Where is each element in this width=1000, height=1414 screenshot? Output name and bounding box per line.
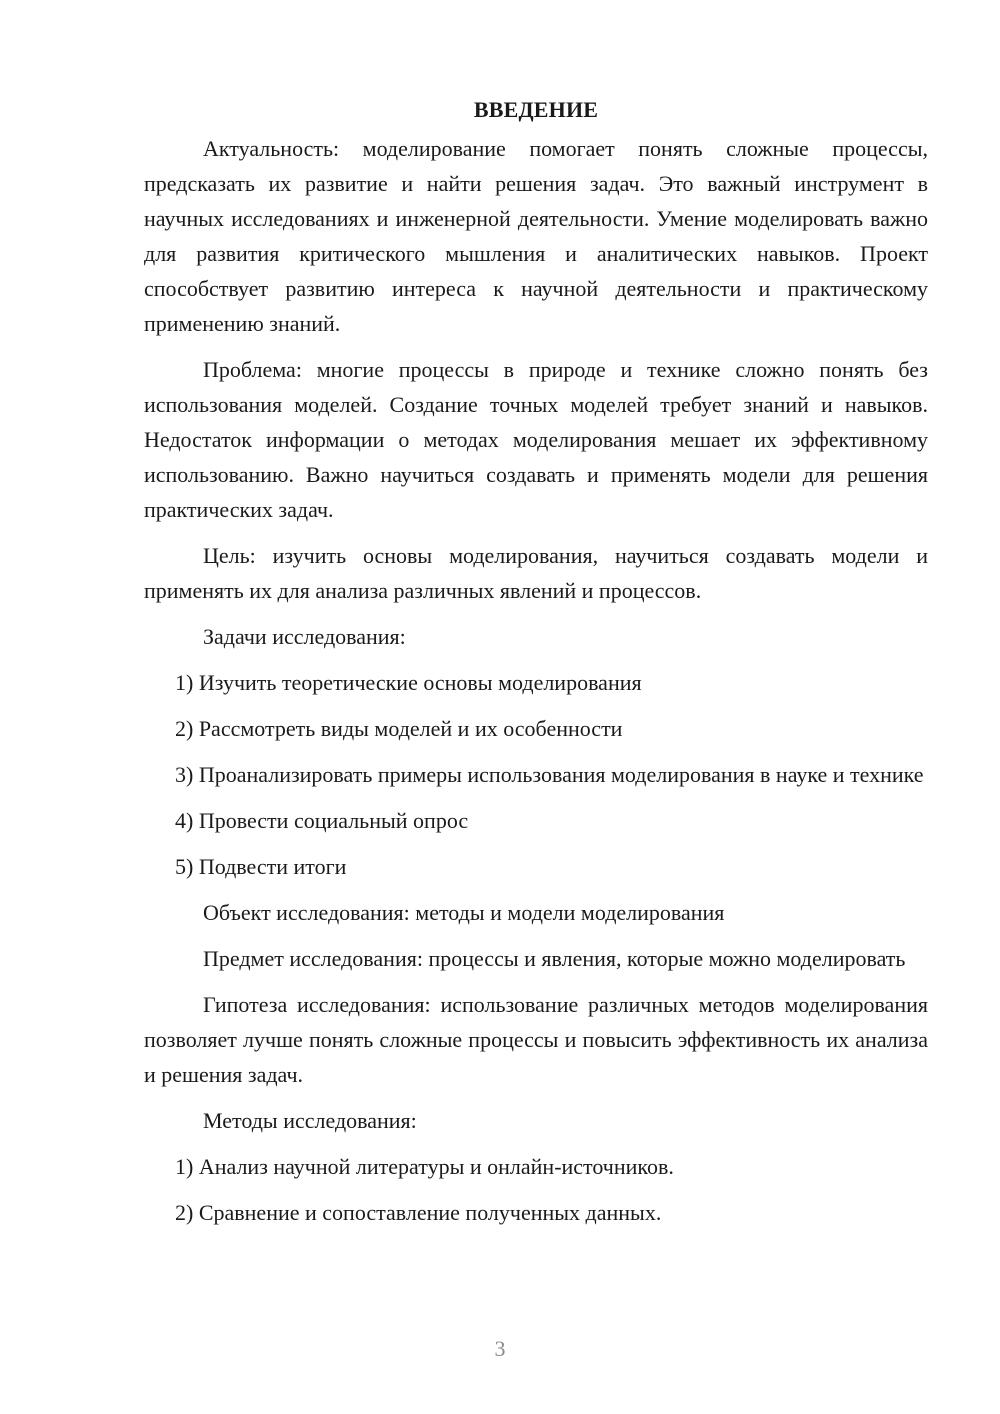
- paragraph-hypothesis: Гипотеза исследования: использование различных методов моделирования позволяет лучше понять сложные процессы и повысить эффективность их анализа и решения задач.: [144, 992, 928, 1087]
- page-content: [144, 92, 928, 1241]
- paragraph-subject: Предмет исследования: процессы и явления, которые можно моделировать: [203, 946, 906, 971]
- paragraph-goal: Цель: изучить основы моделирования, научиться создавать модели и применять их для анализа различных явлений и процессов.: [144, 543, 928, 603]
- paragraph-object: Объект исследования: методы и модели моделирования: [203, 900, 725, 925]
- list-item-task-1: 1) Изучить теоретические основы моделирования: [175, 670, 642, 695]
- list-item-method-1: 1) Анализ научной литературы и онлайн-источников.: [175, 1154, 674, 1179]
- paragraph-relevance: Актуальность: моделирование помогает понять сложные процессы, предсказать их развитие и найти решения задач. Это важный инструмент в научных исследованиях и инженерной деятельности. Умение моделировать важно для развития критического мышления и аналитических навыков. Проект способствует развитию интереса к научной деятельности и практическому применению знаний.: [144, 136, 928, 336]
- list-item-method-2: 2) Сравнение и сопоставление полученных данных.: [175, 1200, 662, 1225]
- list-item-task-2: 2) Рассмотреть виды моделей и их особенности: [175, 716, 623, 741]
- list-item-task-3: 3) Проанализировать примеры использования моделирования в науке и технике: [175, 762, 924, 787]
- list-item-task-5: 5) Подвести итоги: [175, 854, 347, 879]
- list-item-task-4: 4) Провести социальный опрос: [175, 808, 469, 833]
- paragraph-problem: Проблема: многие процессы в природе и технике сложно понять без использования моделей. Создание точных моделей требует знаний и навыков. Недостаток информации о методах моделирования мешает их эффективному использованию. Важно научиться создавать и применять модели для решения практических задач.: [144, 357, 928, 522]
- methods-heading: Методы исследования:: [203, 1108, 417, 1133]
- tasks-heading: Задачи исследования:: [203, 624, 406, 649]
- page-number: 3: [494, 1336, 506, 1361]
- section-title: ВВЕДЕНИЕ: [473, 97, 599, 122]
